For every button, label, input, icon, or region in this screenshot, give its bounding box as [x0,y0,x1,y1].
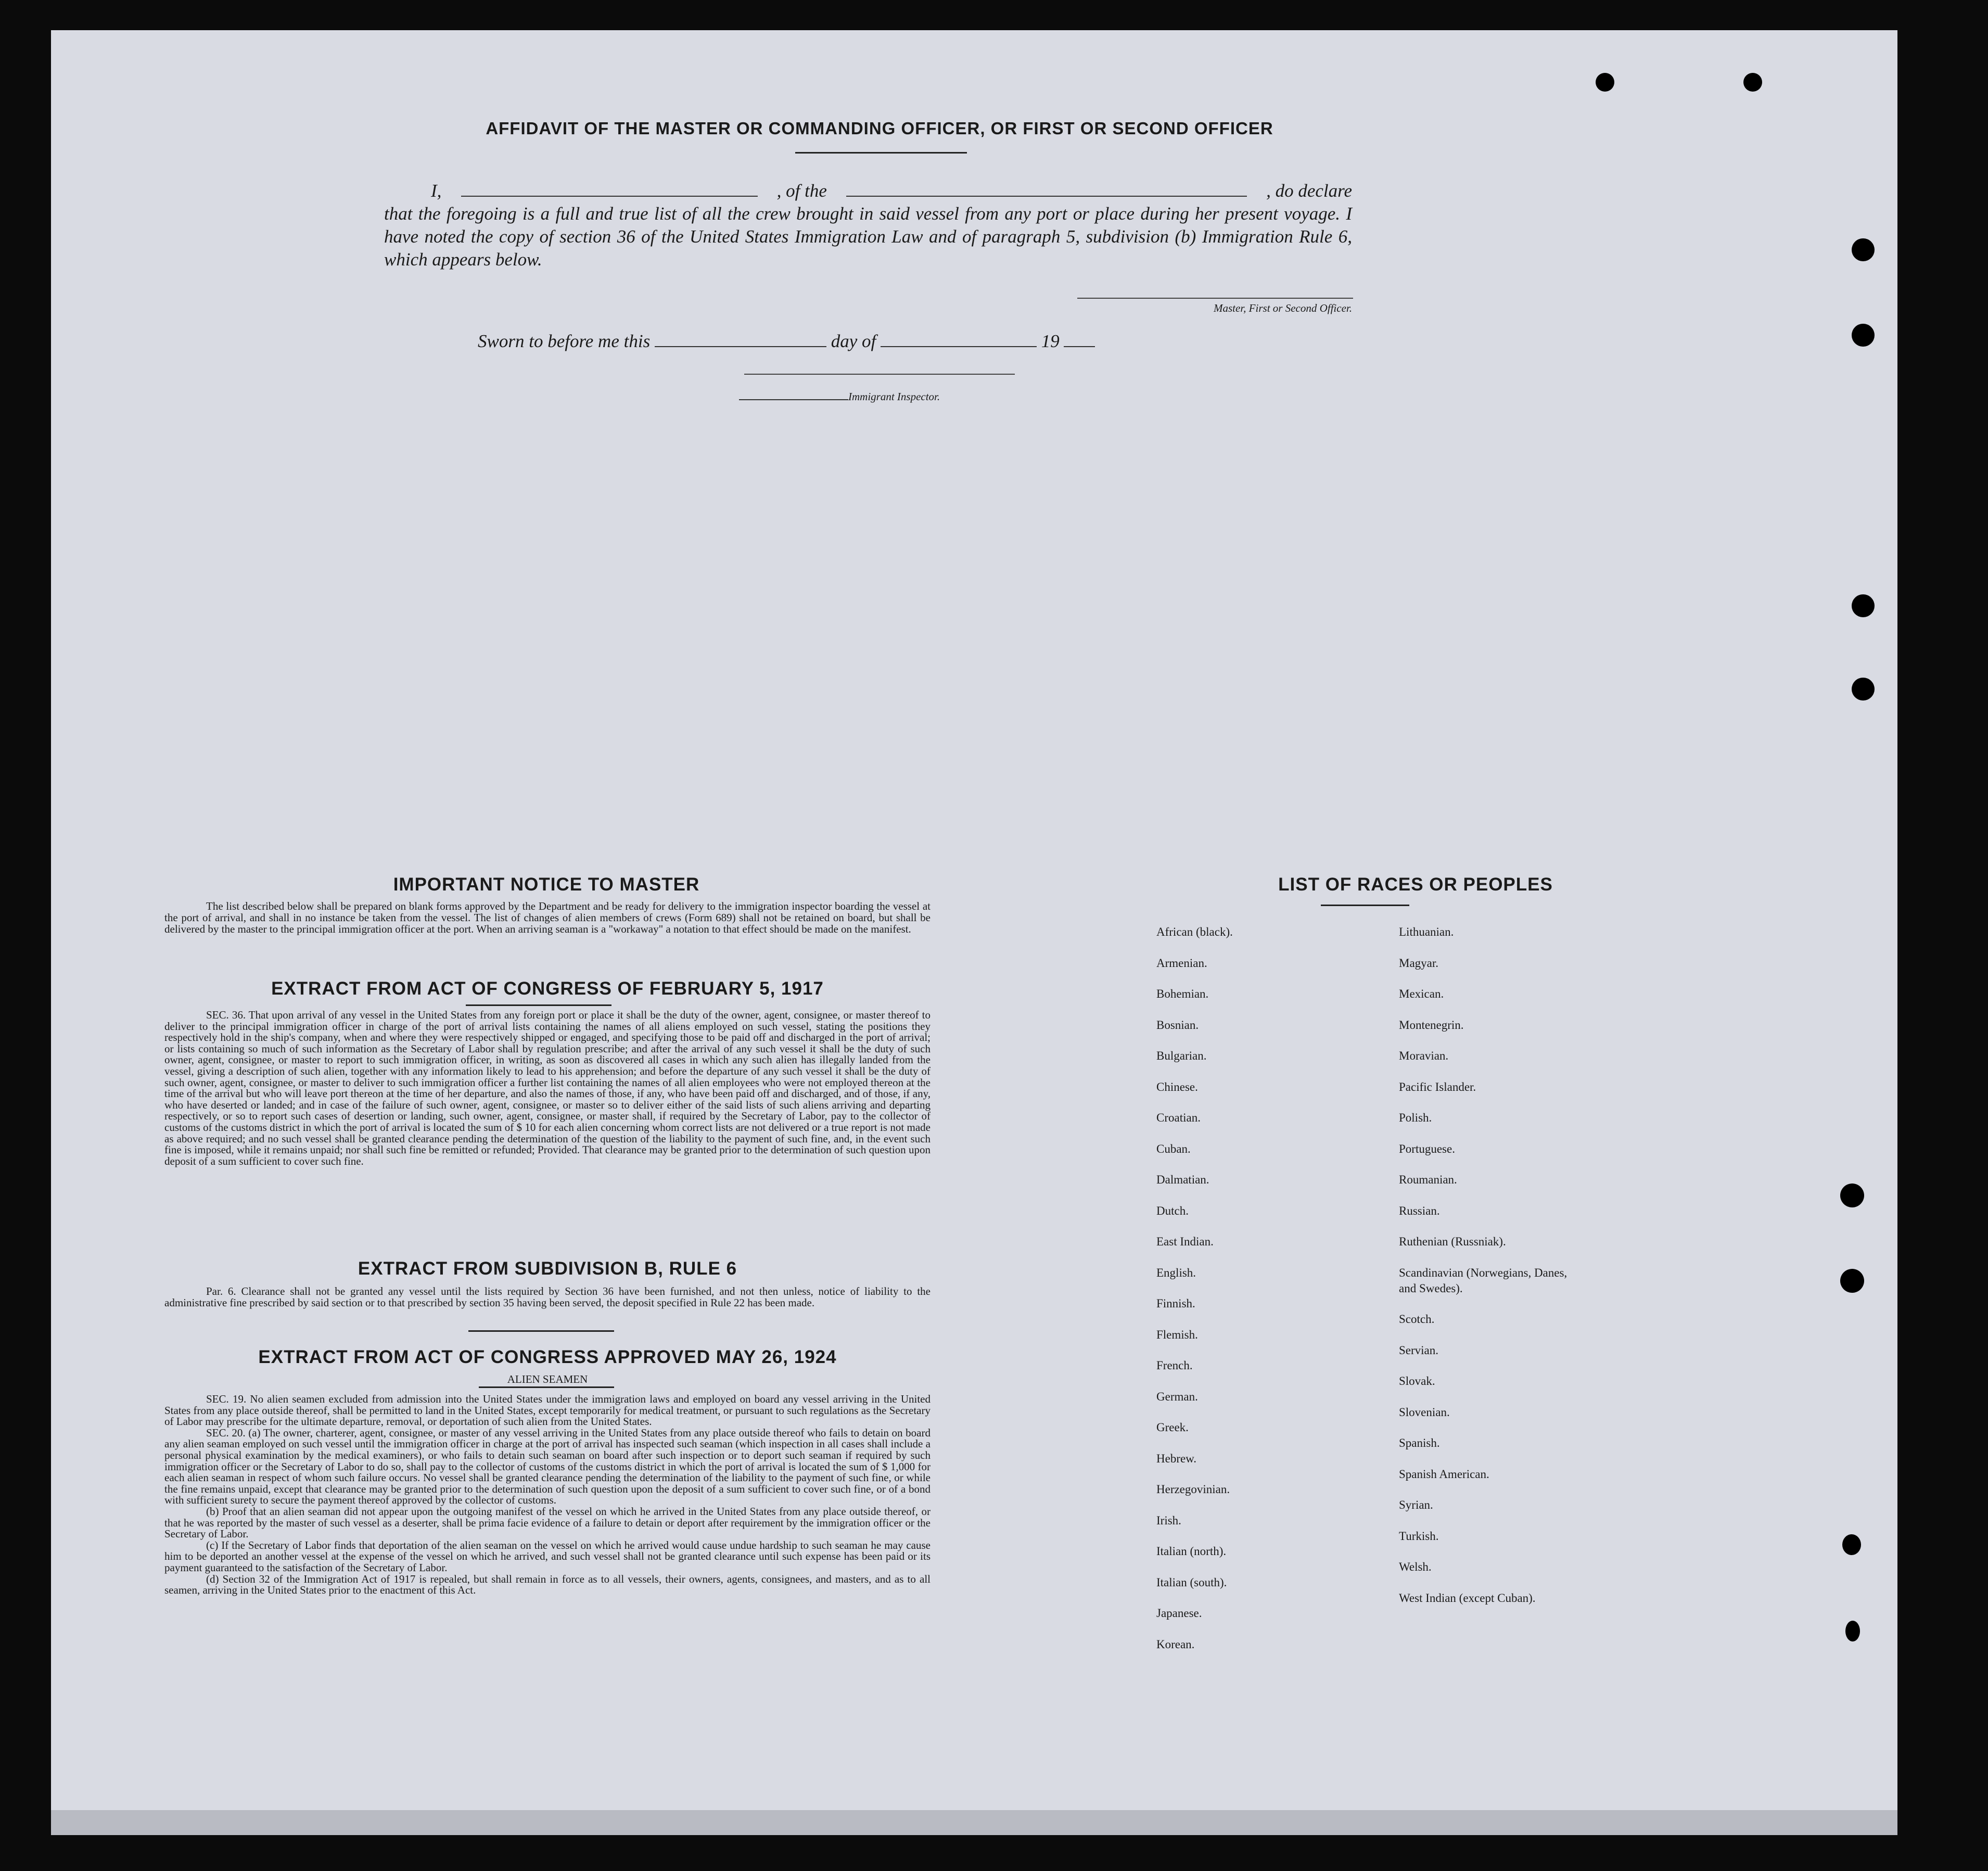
day-field[interactable] [655,330,826,347]
signature-caption: Master, First or Second Officer. [1214,302,1352,314]
sworn-prefix: Sworn to before me this [478,331,651,351]
signature-field[interactable] [1077,298,1353,299]
binder-hole [1852,678,1875,701]
notice-paragraph: The list described below shall be prepared on blank forms approved by the Department and be ready for delivery to the immigration inspector boarding the vessel at the port of arrival, and shall in no instance be taken from the vessel. The list of changes of alien members of crews (Form 689) shall not be retained on board, but shall be delivered by the master to the principal immigration officer at the port. When an arriving seaman is a "workaway" a notation to that effect should be made on the manifest. [164,900,931,935]
affidavit-declare: , do declare [1266,181,1352,201]
title-rule [795,152,967,154]
race-item: Lithuanian. [1399,925,1454,938]
rule-6-paragraph: Par. 6. Clearance shall not be granted any vessel until the lists required by Section 36 have been furnished, and not then unless, notice of liability to the administrative fine prescribed by said section or to that prescribed by section 35 having been served, the deposit specified in Rule 22 has been made. [164,1285,931,1309]
race-item: Irish. [1156,1514,1181,1527]
binder-hole [1842,1534,1861,1555]
binder-hole [1596,73,1614,92]
title-rule [1321,905,1409,906]
act-1924-title: EXTRACT FROM ACT OF CONGRESS APPROVED MAY 26, 1924 [258,1347,837,1367]
race-item: Servian. [1399,1344,1439,1357]
sworn-line [478,330,1144,352]
race-item: Welsh. [1399,1560,1432,1573]
race-item: Magyar. [1399,957,1439,970]
race-item: African (black). [1156,925,1233,938]
binder-hole [1840,1183,1864,1207]
race-item: Bohemian. [1156,987,1209,1000]
race-item: Portuguese. [1399,1142,1455,1155]
race-item: Roumanian. [1399,1173,1457,1186]
inspector-caption-line [739,390,968,403]
act-1924-sec-19: SEC. 19. No alien seamen excluded from admission into the United States under the immigration laws and employed on board any vessel arriving in the United States from any place outside thereof, shall be permitted to land in the United States, except temporarily for medical treatment, or pursuant to such regulations as the Secretary of Labor may prescribe for the ultimate departure, removal, or deportation of such alien from the United States. [164,1393,931,1428]
rule-6-title: EXTRACT FROM SUBDIVISION B, RULE 6 [358,1258,737,1279]
inspector-caption: Immigrant Inspector. [848,390,940,403]
race-item: Spanish American. [1399,1468,1489,1481]
act-1917-paragraph: SEC. 36. That upon arrival of any vessel in the United States from any foreign port or place it shall be the duty of the owner, agent, consignee, or master thereof to deliver to the principal immigration officer in charge of the port of arrival lists containing the names of all aliens employed on such vessel, stating the positions they respectively hold in the ship's company, when and where they were respectively shipped or engaged, and specifying those to be paid off and discharged in the port of arrival; or lists containing so much of such information as the Secretary of Labor shall by regulation prescribe; and after the arrival of any such vessel it shall be the duty of such owner, agent, consignee, or master to report to such immigration officer, in writing, as soon as discovered all cases in which any such alien has illegally landed from the vessel, giving a description of such alien, together with any information likely to lead to his apprehension; and before the departure of any such vessel it shall be the duty of such owner, agent, consignee, or master to deliver to such immigration officer a further list containing the names of all alien employees who were not employed thereon at the time of the arrival but who will leave port thereon at the time of her departure, and also the names of those, if any, who have been paid off and discharged, and of those, if any, who have deserted or landed; and in case of the failure of such owner, agent, consignee, or master so to deliver either of the said lists of such aliens arriving and departing respectively, or so to report such cases of desertion or landing, such owner, agent, consignee, or master shall, if required by the Secretary of Labor, pay to the collector of customs of the customs district in which the port of arrival is located the sum of $ 10 for each alien concerning whom correct lists are not delivered or a true report is not made as above required; and no such vessel shall be granted clearance pending the determination of the question of the liability to the payment of such fine, and, in the event such fine is imposed, while it remains unpaid; nor shall such fine be remitted or refunded; Provided. That clearance may be granted prior to the determination of such question upon deposit of a sum sufficient to cover such fine. [164,1009,931,1167]
affidavit-body: that the foregoing is a full and true list of all the crew brought in said vessel from any port or place during her present voyage. I have noted the copy of section 36 of the United States Immigration Law and of paragraph 5, subdivision (b) Immigration Rule 6, which appears below. [384,203,1352,270]
month-field[interactable] [881,330,1037,347]
race-item: Bosnian. [1156,1019,1199,1032]
name-field[interactable] [461,180,758,197]
race-item: Italian (south). [1156,1576,1227,1589]
races-title: LIST OF RACES OR PEOPLES [1278,874,1553,895]
race-item: Armenian. [1156,957,1207,970]
affidavit-title: AFFIDAVIT OF THE MASTER OR COMMANDING OFFICER, OR FIRST OR SECOND OFFICER [486,119,1273,138]
binder-hole [1852,594,1875,617]
race-item: Slovenian. [1399,1406,1450,1419]
act-1917-text [164,1010,931,1167]
vessel-field[interactable] [846,180,1247,197]
year-field[interactable] [1064,330,1095,347]
inspector-blank [739,399,848,400]
race-item: Moravian. [1399,1049,1449,1062]
race-item: Ruthenian (Russniak). [1399,1235,1506,1248]
race-item: Spanish. [1399,1436,1440,1449]
race-item: Cuban. [1156,1142,1191,1155]
affidavit-i: I, [431,181,442,201]
notice-text [164,900,931,935]
race-item: Syrian. [1399,1498,1433,1511]
race-item: Chinese. [1156,1080,1198,1093]
race-item: Bulgarian. [1156,1049,1207,1062]
act-1924-subtitle: ALIEN SEAMEN [507,1373,588,1385]
race-item: Pacific Islander. [1399,1080,1476,1093]
act-1917-title: EXTRACT FROM ACT OF CONGRESS OF FEBRUARY 5, 1917 [271,978,824,999]
act-1924-sec-20d: (d) Section 32 of the Immigration Act of 1917 is repealed, but shall remain in force as to all vessels, their owners, agents, consignees, and masters, and as to all seamen, arriving in the United States prior to the enactment of this Act. [164,1572,931,1597]
race-item: Russian. [1399,1204,1440,1217]
race-item: Montenegrin. [1399,1019,1464,1032]
binder-hole [1852,238,1875,261]
race-item: Korean. [1156,1638,1195,1651]
binder-hole [1852,324,1875,347]
section-rule [479,1386,614,1388]
race-item: Japanese. [1156,1607,1202,1620]
race-item: Croatian. [1156,1111,1201,1124]
race-item: Scandinavian (Norwegians, Danes, and Swedes). [1399,1266,1568,1295]
race-item: Turkish. [1399,1530,1439,1543]
race-item: East Indian. [1156,1235,1214,1248]
binder-hole [1743,73,1762,92]
binder-hole [1840,1269,1864,1293]
race-item: Finnish. [1156,1297,1195,1310]
race-item: Slovak. [1399,1374,1435,1388]
race-item: French. [1156,1359,1193,1372]
page-edge [51,1810,1897,1835]
race-item: Dutch. [1156,1204,1189,1217]
act-1924-text [164,1394,931,1596]
affidavit-of-the: , of the [776,181,827,201]
race-item: Scotch. [1399,1313,1435,1326]
race-item: Greek. [1156,1421,1189,1434]
binder-hole [1845,1621,1860,1641]
race-item: West Indian (except Cuban). [1399,1592,1536,1605]
act-1924-sec-20c: (c) If the Secretary of Labor finds that deportation of the alien seaman on the vessel on which he arrived would cause undue hardship to such seaman he may cause him to be deported an another vessel at the expense of the vessel on which he arrived, and such vessel shall not be granted clearance until such expense has been paid or its payment guaranteed to the satisfaction of the Secretary of Labor. [164,1538,931,1574]
race-item: Polish. [1399,1111,1432,1124]
race-item: Dalmatian. [1156,1173,1209,1186]
sworn-year: 19 [1041,331,1060,351]
act-1924-sec-20b: (b) Proof that an alien seaman did not appear upon the outgoing manifest of the vessel on which he arrived in the United States from any place outside thereof, or that he was reported by the master of such vessel as a deserter, shall be prima facie evidence of a failure to detain or deport after requirement by the immigration officer or the Secretary of Labor. [164,1505,931,1541]
sworn-day-of: day of [831,331,876,351]
race-item: German. [1156,1390,1198,1403]
affidavit-text [384,180,1352,271]
race-item: Italian (north). [1156,1545,1227,1558]
race-item: Hebrew. [1156,1452,1197,1465]
race-item: Mexican. [1399,987,1444,1000]
section-rule [468,1330,614,1332]
race-item: Herzegovinian. [1156,1483,1230,1496]
act-1924-sec-20a: SEC. 20. (a) The owner, charterer, agent, consignee, or master of any vessel arriving in the United States from any place outside thereof who fails to detain on board any alien seaman employed on such vessel until the immigration officer in charge at the port of arrival has inspected such seaman (which inspection in all cases shall include a personal physical examination by the medical examiners), or who fails to detain such seaman on board after such inspection or to deport such seaman if required by such immigration officer or the Secretary of Labor to do so, shall pay to the collector of customs of the customs district in which the port of arrival is located the sum of $ 1,000 for each alien seaman in respect of whom such failure occurs. No vessel shall be granted clearance pending the determination of the liability to the payment of such fine, or while the fine remains unpaid, except that clearance may be granted prior to the determination of such question upon the deposit of a sum sufficient to cover such fine, or of a bond with sufficient surety to secure the payment thereof approved by the collector of customs. [164,1426,931,1507]
rule-6-text [164,1285,931,1308]
inspector-signature-field[interactable] [744,374,1015,375]
notice-title: IMPORTANT NOTICE TO MASTER [393,874,700,895]
section-rule [466,1004,611,1006]
race-item: Flemish. [1156,1328,1198,1341]
race-item: English. [1156,1266,1196,1279]
